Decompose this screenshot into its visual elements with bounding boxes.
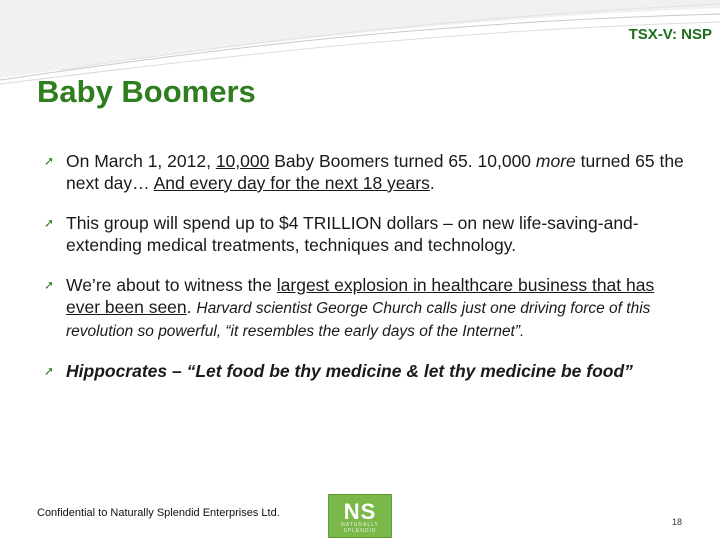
bullet-icon: ➚	[44, 364, 55, 378]
bullet-item	[44, 212, 684, 256]
bullet-text: turned 65 the next day…	[66, 151, 684, 193]
bullet-icon: ➚	[44, 216, 55, 230]
logo-text: NS	[343, 499, 377, 524]
company-logo	[328, 494, 392, 538]
bullet-text: .	[429, 173, 435, 193]
bullet-text: Baby Boomers turned 65. 10,000	[269, 151, 536, 171]
confidential-notice: Confidential to Naturally Splendid Enterprises Ltd.	[37, 507, 280, 519]
bullet-list	[44, 150, 684, 400]
bullet-text: We’re about to witness the	[66, 275, 277, 295]
bullet-icon: ➚	[44, 278, 55, 292]
bullet-text: On March 1, 2012,	[66, 151, 216, 171]
bullet-text-underlined: largest explosion in healthcare business that has ever been seen	[66, 275, 655, 317]
slide-title: Baby Boomers	[37, 74, 256, 109]
page-number: 18	[671, 517, 682, 527]
bullet-text-underlined: 10,000	[215, 151, 270, 171]
bullet-item	[44, 360, 684, 382]
bullet-icon: ➚	[44, 154, 55, 168]
bullet-item	[44, 150, 684, 194]
bullet-text-underlined: And every day for the next 18 years	[153, 173, 430, 193]
bullet-quote-bold: Hippocrates – “Let food be thy medicine & let thy medicine be food”	[66, 361, 633, 381]
bullet-text-italic: more	[535, 151, 576, 171]
ticker-symbol: TSX-V: NSP	[628, 26, 712, 43]
bullet-quote-italic: Harvard scientist George Church calls just one driving force of this revolution so powerful, “it resembles the early days of the Internet”.	[66, 300, 651, 340]
logo-subtext: NATURALLY SPLENDID	[341, 522, 379, 534]
bullet-text: This group will spend up to $4 TRILLION dollars – on new life-saving-and-extending medical treatments, techniques and technology.	[66, 213, 639, 255]
bullet-text: .	[186, 297, 197, 317]
bullet-item	[44, 274, 684, 342]
